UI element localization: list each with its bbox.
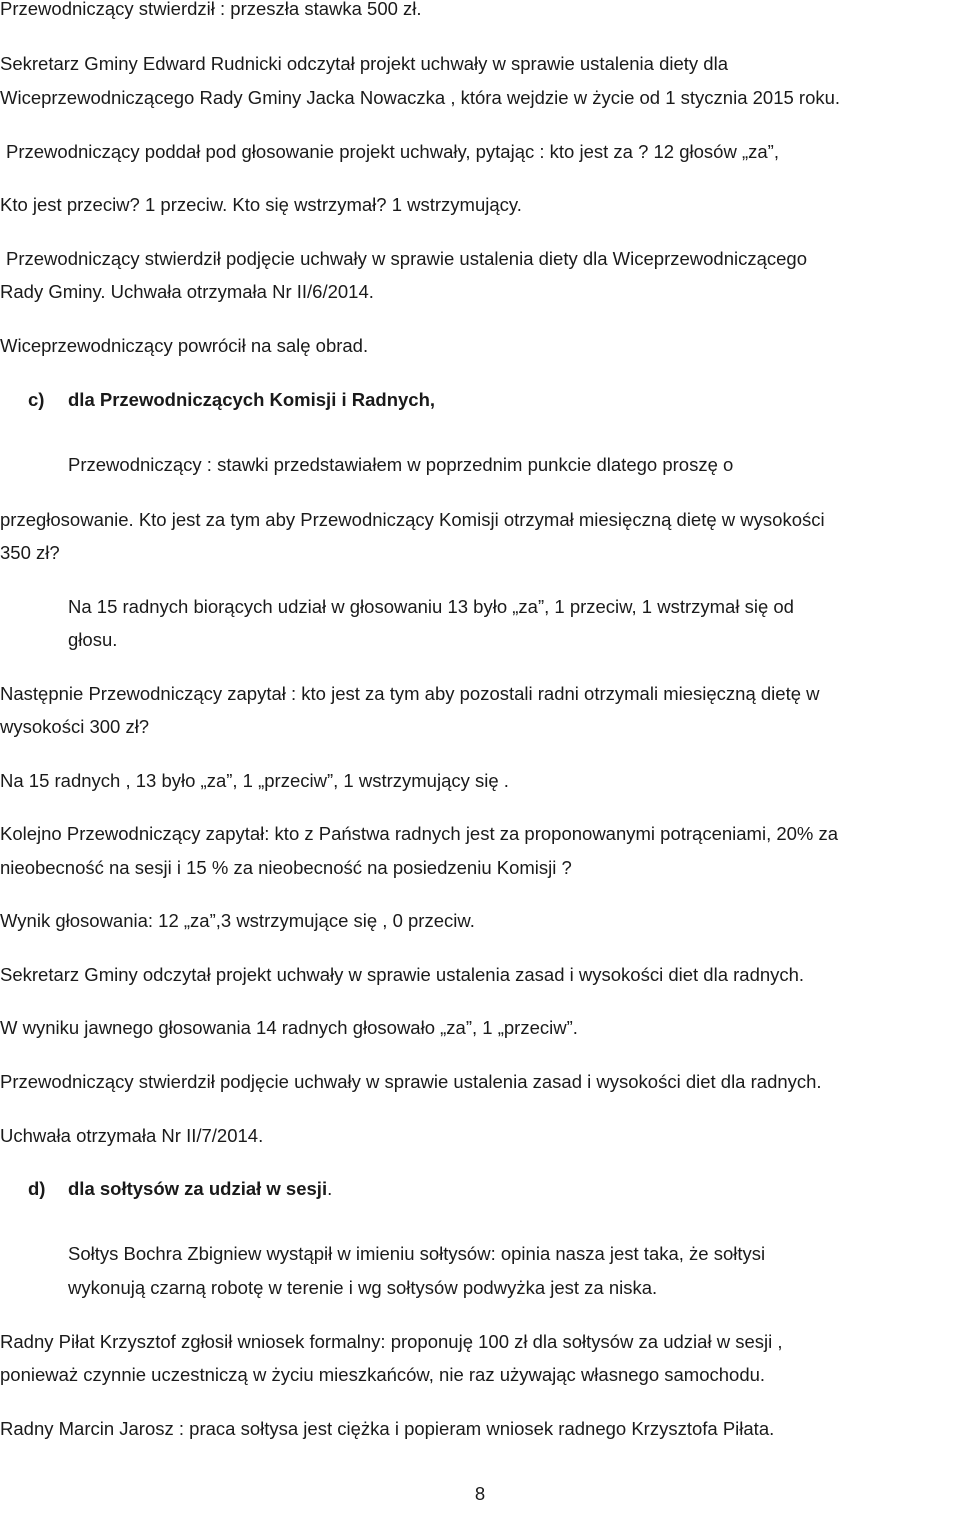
list-label-c: c) [28, 389, 45, 410]
paragraph-line: Sołtys Bochra Zbigniew wystąpił w imieniu sołtysów: opinia nasza jest taka, że sołtysi [68, 1243, 766, 1264]
paragraph-line: Uchwała otrzymała Nr II/7/2014. [0, 1125, 264, 1146]
paragraph-line: Na 15 radnych biorących udział w głosowaniu 13 było „za”, 1 przeciw, 1 wstrzymał się od [68, 596, 794, 617]
paragraph-line: Następnie Przewodniczący zapytał : kto jest za tym aby pozostali radni otrzymali miesięczną dietę w [0, 683, 820, 704]
paragraph-line: Wiceprzewodniczący powrócił na salę obrad. [0, 335, 369, 356]
paragraph-line: Radny Marcin Jarosz : praca sołtysa jest ciężka i popieram wniosek radnego Krzysztofa Piłata. [0, 1418, 775, 1439]
paragraph-line: Radny Piłat Krzysztof zgłosił wniosek formalny: proponuję 100 zł dla sołtysów za udział w sesji , [0, 1331, 783, 1352]
paragraph-line: Przewodniczący stwierdził podjęcie uchwały w sprawie ustalenia zasad i wysokości diet dla radnych. [0, 1071, 822, 1092]
paragraph-line: Kolejno Przewodniczący zapytał: kto z Państwa radnych jest za proponowanymi potrąceniami, 20% za [0, 823, 839, 844]
paragraph-line: ponieważ czynnie uczestniczą w życiu mieszkańców, nie raz używając własnego samochodu. [0, 1364, 766, 1385]
paragraph-line: Przewodniczący : stawki przedstawiałem w poprzednim punkcie dlatego proszę o [68, 454, 734, 475]
section-heading-d-text: dla sołtysów za udział w sesji [68, 1178, 328, 1199]
page-number: 8 [474, 1483, 486, 1504]
paragraph-line: głosu. [68, 629, 118, 650]
paragraph-line: Wiceprzewodniczącego Rady Gminy Jacka Nowaczka , która wejdzie w życie od 1 stycznia 2015 roku. [0, 87, 841, 108]
paragraph-line: Sekretarz Gminy odczytał projekt uchwały w sprawie ustalenia zasad i wysokości diet dla radnych. [0, 964, 805, 985]
paragraph-line: Przewodniczący poddał pod głosowanie projekt uchwały, pytając : kto jest za ? 12 głosów „za”, [6, 141, 779, 162]
paragraph-line: Przewodniczący stwierdził podjęcie uchwały w sprawie ustalenia diety dla Wiceprzewodniczącego [6, 248, 808, 269]
paragraph-line: przegłosowanie. Kto jest za tym aby Przewodniczący Komisji otrzymał miesięczną dietę w wysokości [0, 509, 825, 530]
paragraph-line: wysokości 300 zł? [0, 716, 150, 737]
paragraph-line: Sekretarz Gminy Edward Rudnicki odczytał projekt uchwały w sprawie ustalenia diety dla [0, 53, 728, 74]
list-label-d: d) [28, 1178, 46, 1199]
section-heading-d-tail: . [327, 1178, 333, 1199]
paragraph-line: Kto jest przeciw? 1 przeciw. Kto się wstrzymał? 1 wstrzymujący. [0, 194, 522, 215]
paragraph-line: Wynik głosowania: 12 „za”,3 wstrzymujące się , 0 przeciw. [0, 910, 475, 931]
paragraph-line: Na 15 radnych , 13 było „za”, 1 „przeciw”, 1 wstrzymujący się . [0, 770, 509, 791]
section-heading-d [68, 1177, 332, 1201]
paragraph-line: wykonują czarną robotę w terenie i wg sołtysów podwyżka jest za niska. [68, 1277, 658, 1298]
paragraph-line: W wyniku jawnego głosowania 14 radnych głosowało „za”, 1 „przeciw”. [0, 1017, 578, 1038]
paragraph-line: Przewodniczący stwierdził : przeszła stawka 500 zł. [0, 0, 422, 19]
paragraph-line: nieobecność na sesji i 15 % za nieobecność na posiedzeniu Komisji ? [0, 857, 572, 878]
paragraph-line: Rady Gminy. Uchwała otrzymała Nr II/6/2014. [0, 281, 374, 302]
paragraph-line: 350 zł? [0, 542, 60, 563]
section-heading-c: dla Przewodniczących Komisji i Radnych, [68, 389, 436, 410]
